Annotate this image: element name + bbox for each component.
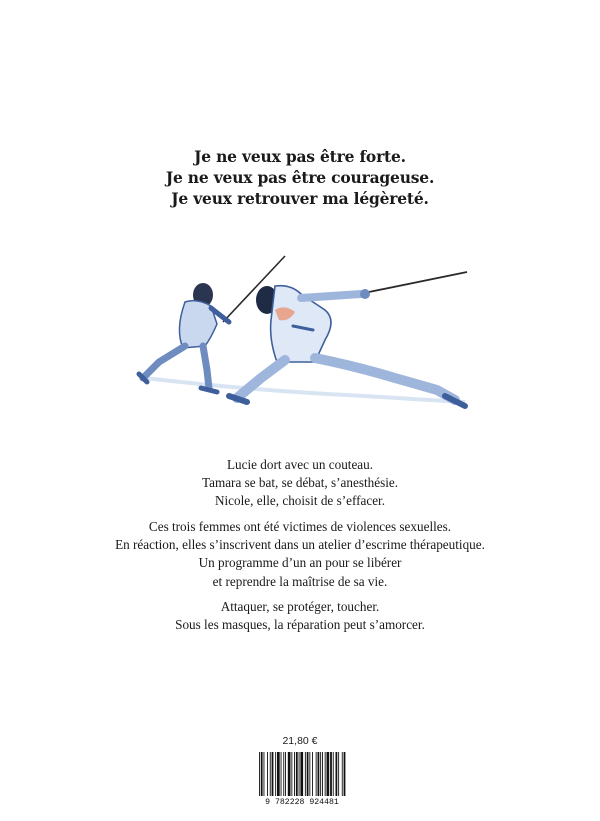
blurb-line: Un programme d’un an pour se libérer xyxy=(198,555,402,571)
barcode-bar xyxy=(336,752,338,796)
barcode-bar xyxy=(285,752,286,796)
barcode-bar xyxy=(264,752,265,796)
barcode-bar xyxy=(325,752,326,796)
blurb-line: Lucie dort avec un couteau. xyxy=(226,457,374,472)
barcode-bar xyxy=(270,752,271,796)
barcode-bar xyxy=(307,752,309,796)
tagline xyxy=(0,146,600,209)
blurb-paragraph-1 xyxy=(0,456,600,511)
blurb-paragraph-3 xyxy=(0,598,600,634)
barcode-bar xyxy=(309,752,310,796)
barcode-bar xyxy=(327,752,330,796)
barcode-bar xyxy=(267,752,268,796)
blurb-line: En réaction, elles s’inscrivent dans un atelier d’escrime thérapeutique. xyxy=(115,537,485,553)
price-label: 21,80 € xyxy=(282,735,318,747)
barcode-bar xyxy=(344,752,346,796)
barcode-bar xyxy=(316,752,317,796)
barcode-bar xyxy=(283,752,284,796)
blurb-paragraph-2 xyxy=(0,518,600,591)
barcode-bar xyxy=(342,752,343,796)
isbn-barcode xyxy=(255,750,349,806)
barcode-bar xyxy=(281,752,282,796)
barcode-bar xyxy=(333,752,334,796)
barcode-bar xyxy=(299,752,300,796)
barcode-bar xyxy=(277,752,280,796)
barcode-bar xyxy=(320,752,321,796)
tagline-line-2: Je ne veux pas être courageuse. xyxy=(165,168,435,187)
tagline-line-3: Je veux retrouver ma légèreté. xyxy=(171,189,429,208)
barcode-bar xyxy=(261,752,263,796)
barcode-bar xyxy=(296,752,298,796)
right-fencer xyxy=(229,272,467,406)
barcode-bar xyxy=(305,752,306,796)
barcode-bar xyxy=(288,752,291,796)
blurb-line: Nicole, elle, choisit de s’effacer. xyxy=(214,493,386,509)
barcode-bar xyxy=(322,752,323,796)
blurb-line: Sous les masques, la réparation peut s’amorcer. xyxy=(175,617,425,633)
blurb-line: Tamara se bat, se débat, s’anesthésie. xyxy=(201,475,399,491)
barcode-bar xyxy=(259,752,260,796)
fencers-illustration xyxy=(125,250,475,420)
barcode-bar xyxy=(294,752,295,796)
barcode-bar xyxy=(272,752,274,796)
blurb-line: Ces trois femmes ont été victimes de violences sexuelles. xyxy=(148,519,452,534)
tagline-line-1: Je ne veux pas être forte. xyxy=(194,147,406,166)
barcode-digits: 9 782228 924481 xyxy=(265,798,339,806)
barcode-bar xyxy=(312,752,313,796)
blurb-line: Attaquer, se protéger, toucher. xyxy=(220,599,380,614)
barcode-bar xyxy=(291,752,292,796)
barcode-bar xyxy=(300,752,303,796)
barcode-bar xyxy=(318,752,320,796)
barcode-bar xyxy=(330,752,332,796)
barcode-bar xyxy=(338,752,339,796)
barcode-bars xyxy=(259,752,345,796)
blurb-line: et reprendre la maîtrise de sa vie. xyxy=(212,573,388,589)
barcode-bar xyxy=(275,752,276,796)
